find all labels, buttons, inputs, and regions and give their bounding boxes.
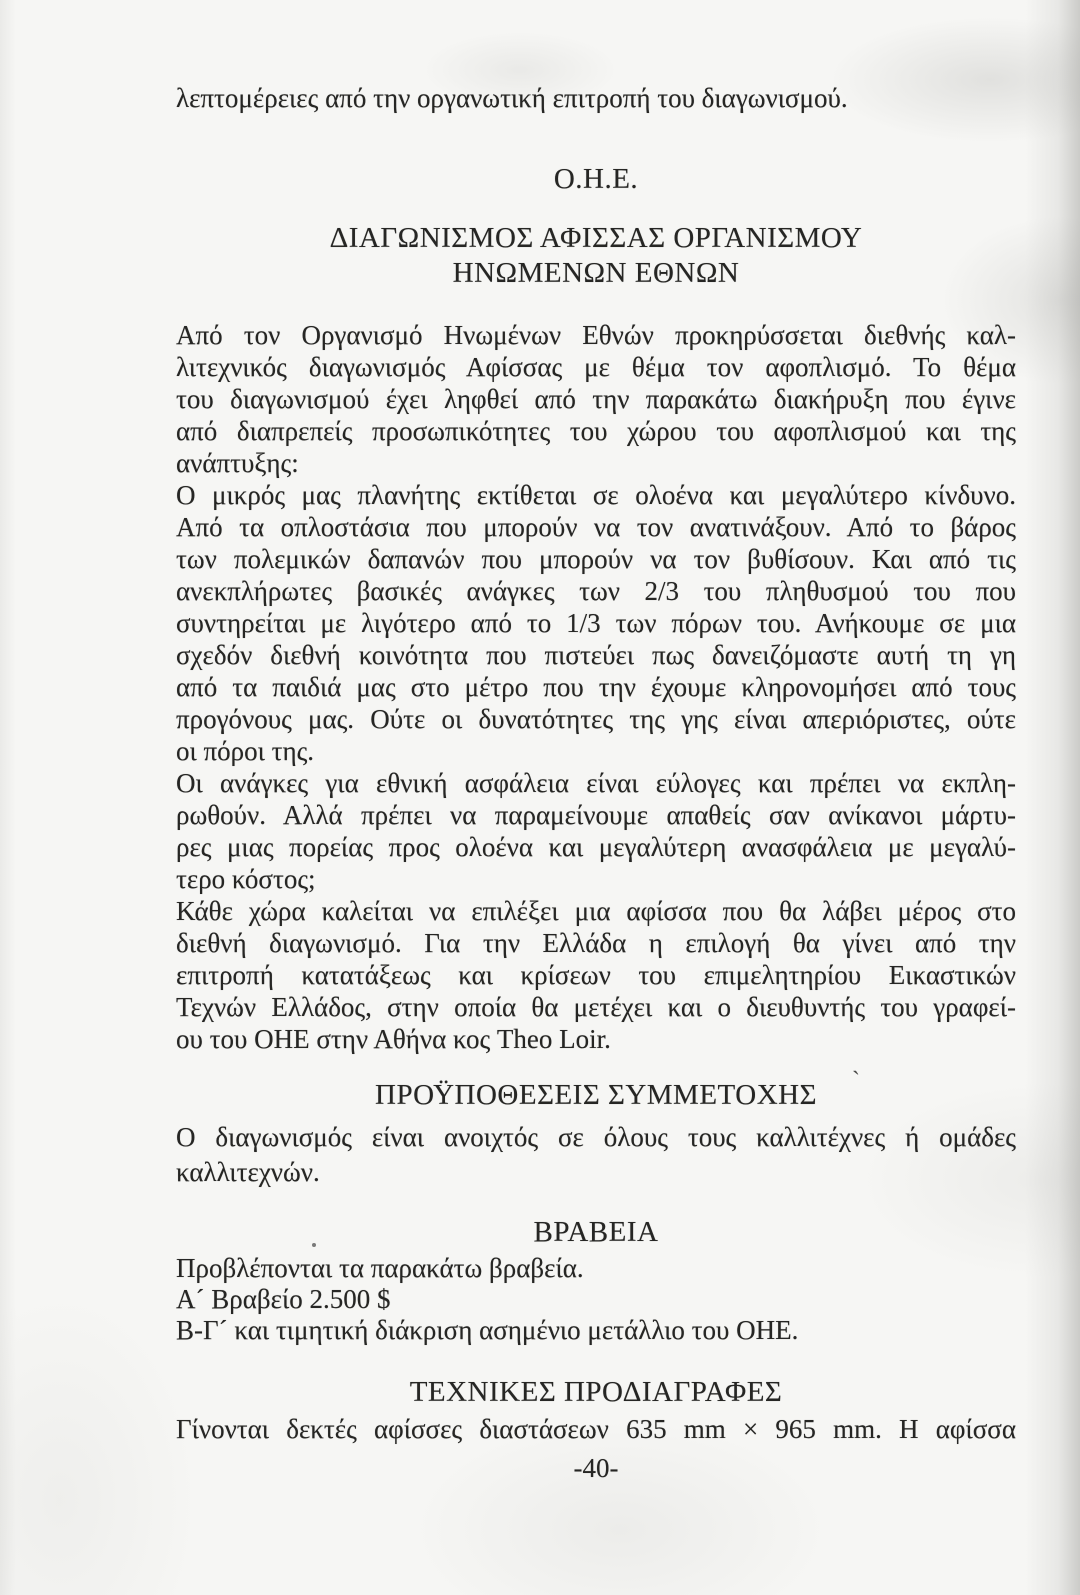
body-line: Τεχνών Ελλάδος, στην οποία θα μετέχει και ο διευθυντής του γραφεί-: [176, 992, 1016, 1022]
body-line: επιτροπή κατατάξεως και κρίσεων του επιμελητηρίου Εικαστικών: [176, 960, 1016, 990]
stray-dot: [312, 1243, 316, 1247]
body-line: ου του ΟΗΕ στην Αθήνα κος Theo Loir.: [176, 1024, 611, 1054]
org-abbreviation: Ο.Η.Ε.: [553, 163, 639, 195]
section-line: καλλιτεχνών.: [176, 1157, 320, 1187]
body-line: των πολεμικών δαπανών που μπορούν να τον βυθίσουν. Και από τις: [176, 544, 1016, 574]
section-line: Γίνονται δεκτές αφίσσες διαστάσεων 635 mm × 965 mm. Η αφίσσα: [176, 1414, 1016, 1444]
section-line: Προβλέπονται τα παρακάτω βραβεία.: [176, 1253, 584, 1283]
body-line: λιτεχνικός διαγωνισμός Αφίσσας με θέμα τον αφοπλισμό. Το θέμα: [176, 352, 1016, 382]
body-line: ανάπτυξης:: [176, 448, 299, 478]
stray-accent-mark: `: [852, 1068, 860, 1094]
announcement-body: [176, 319, 1016, 1055]
body-line: Ο μικρός μας πλανήτης εκτίθεται σε ολοένα και μεγαλύτερο κίνδυνο.: [176, 480, 1016, 510]
section-heading-participation: ΠΡΟΫΠΟΘΕΣΕΙΣ ΣΥΜΜΕΤΟΧΗΣ: [375, 1079, 817, 1111]
section-prizes-text: [176, 1253, 1016, 1346]
section-participation-text: [176, 1120, 1016, 1190]
body-line: προγόνους μας. Ούτε οι δυνατότητες της γης είναι απεριόριστες, ούτε: [176, 704, 1016, 734]
section-specs-text: [176, 1412, 1016, 1447]
body-line: του διαγωνισμού έχει ληφθεί από την παρακάτω διακήρυξη που έγινε: [176, 384, 1016, 414]
body-line: Κάθε χώρα καλείται να επιλέξει μια αφίσσα που θα λάβει μέρος στο: [176, 896, 1016, 926]
body-line: οι πόροι της.: [176, 736, 315, 766]
continuation-line: λεπτομέρειες από την οργανωτική επιτροπή του διαγωνισμού.: [176, 83, 848, 113]
doc-title-line-1: ΔΙΑΓΩΝΙΣΜΟΣ ΑΦΙΣΣΑΣ ΟΡΓΑΝΙΣΜΟΥ: [329, 222, 863, 254]
body-line: τερο κόστος;: [176, 864, 316, 894]
body-line: ρες μιας πορείας προς ολοένα και μεγαλύτερη ανασφάλεια με μεγαλύ-: [176, 832, 1016, 862]
body-line: σχεδόν διεθνή κοινότητα που πιστεύει πως δανειζόμαστε αυτή τη γη: [176, 640, 1016, 670]
body-line: διεθνή διαγωνισμό. Για την Ελλάδα η επιλογή θα γίνει από την: [176, 928, 1016, 958]
body-line: Από τον Οργανισμό Ηνωμένων Εθνών προκηρύσσεται διεθνής καλ-: [176, 320, 1016, 350]
body-line: ανεκπλήρωτες βασικές ανάγκες των 2/3 του πληθυσμού του που: [176, 576, 1016, 606]
body-line: Οι ανάγκες για εθνική ασφάλεια είναι εύλογες και πρέπει να εκπλη-: [176, 768, 1016, 798]
prize-second-line: Β-Γ´ και τιμητική διάκριση ασημένιο μετάλλιο του ΟΗΕ.: [176, 1315, 799, 1345]
body-line: από διαπρεπείς προσωπικότητες του χώρου του αφοπλισμού και της: [176, 416, 1016, 446]
section-heading-prizes: ΒΡΑΒΕΙΑ: [533, 1216, 659, 1248]
doc-title-line-2: ΗΝΩΜΕΝΩΝ ΕΘΝΩΝ: [452, 257, 740, 289]
body-line: Από τα οπλοστάσια που μπορούν να τον ανατινάξουν. Από το βάρος: [176, 512, 1016, 542]
body-line: συντηρείται με λιγότερο από το 1/3 των πόρων του. Ανήκουμε σε μια: [176, 608, 1016, 638]
section-heading-specs: ΤΕΧΝΙΚΕΣ ΠΡΟΔΙΑΓΡΑΦΕΣ: [409, 1376, 783, 1408]
section-line: Ο διαγωνισμός είναι ανοιχτός σε όλους τους καλλιτέχνες ή ομάδες: [176, 1122, 1016, 1152]
page-number: -40-: [573, 1453, 619, 1483]
prize-first-line: Α´ Βραβείο 2.500 $: [176, 1284, 391, 1314]
body-line: από τα παιδιά μας στο μέτρο που την έχουμε κληρονομήσει από τους: [176, 672, 1016, 702]
body-line: ρωθούν. Αλλά πρέπει να παραμείνουμε απαθείς σαν ανίκανοι μάρτυ-: [176, 800, 1016, 830]
